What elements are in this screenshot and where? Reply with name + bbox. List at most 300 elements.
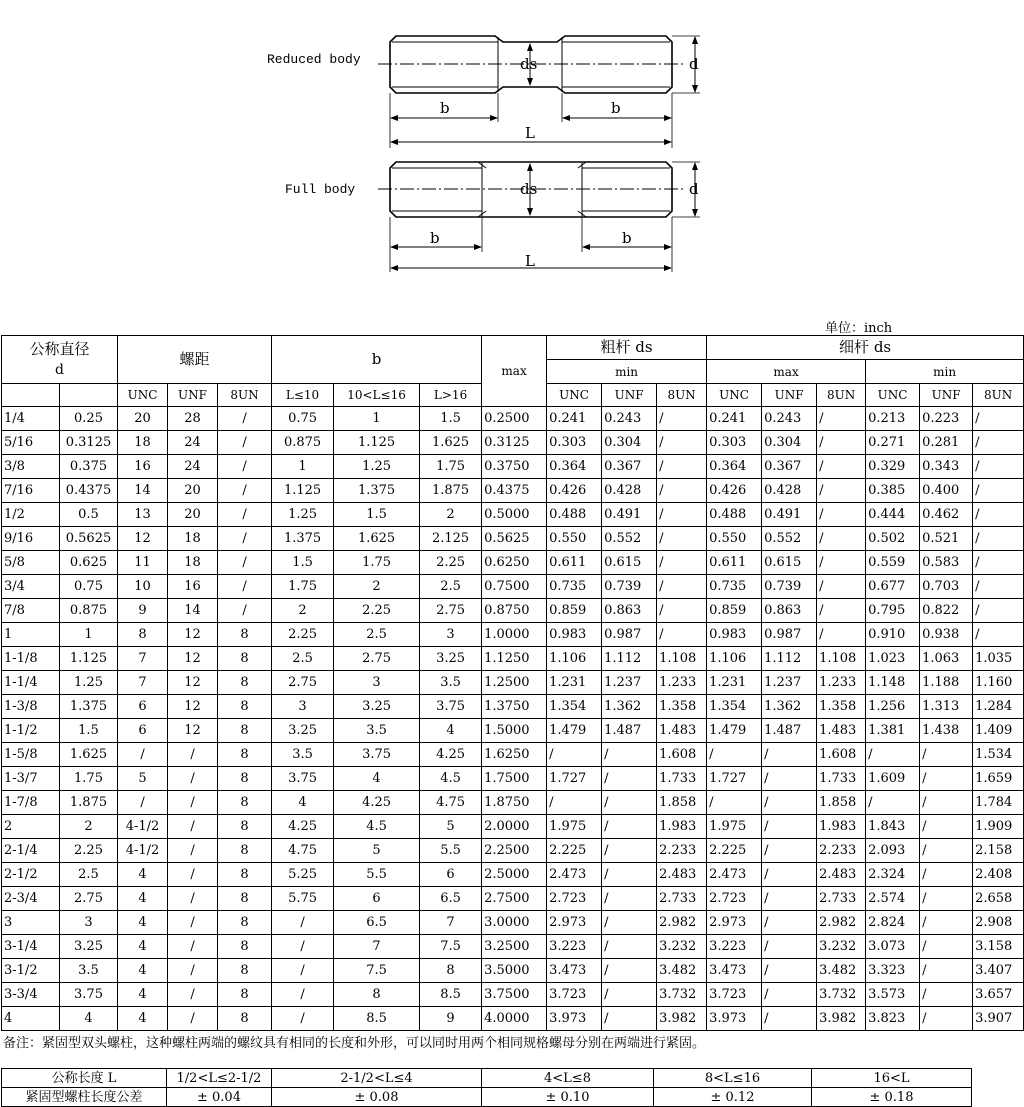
cell-b-long: 4.5 [420, 767, 482, 791]
cell-coarse-min-8un: 1.733 [657, 767, 707, 791]
cell-pitch-8un: 8 [218, 935, 272, 959]
cell-coarse-min-8un: / [657, 431, 707, 455]
cell-pitch-unc: / [118, 743, 168, 767]
b-label-left-reduced: b [440, 99, 450, 117]
cell-coarse-min-unc: / [547, 791, 602, 815]
cell-b-mid: 7 [334, 935, 420, 959]
cell-pitch-8un: / [218, 599, 272, 623]
cell-pitch-unc: 4 [118, 983, 168, 1007]
cell-coarse-min-unf: / [602, 959, 657, 983]
cell-pitch-8un: 8 [218, 839, 272, 863]
cell-b-short: 4.25 [272, 815, 334, 839]
cell-coarse-min-8un: / [657, 599, 707, 623]
cell-fine-min-unf: / [920, 863, 973, 887]
cell-d-fraction: 5/16 [2, 431, 60, 455]
cell-fine-max-unc: 0.426 [707, 479, 762, 503]
cell-d-fraction: 9/16 [2, 527, 60, 551]
cell-coarse-min-unf: 1.112 [602, 647, 657, 671]
cell-fine-min-unc: 0.795 [866, 599, 920, 623]
cell-b-long: 1.875 [420, 479, 482, 503]
cell-d-decimal: 1.125 [60, 647, 118, 671]
cell-coarse-max: 3.0000 [482, 911, 547, 935]
cell-pitch-unf: 20 [168, 503, 218, 527]
cell-b-short: 4.75 [272, 839, 334, 863]
cell-b-mid: 6.5 [334, 911, 420, 935]
cell-b-long: 6.5 [420, 887, 482, 911]
cell-coarse-max: 1.8750 [482, 791, 547, 815]
cell-pitch-8un: / [218, 575, 272, 599]
cell-fine-max-8un: / [817, 551, 866, 575]
cell-fine-min-unc: / [866, 743, 920, 767]
cell-pitch-unc: / [118, 791, 168, 815]
table-row [2, 479, 1024, 503]
cell-fine-max-8un: 1.358 [817, 695, 866, 719]
cell-coarse-min-unf: / [602, 935, 657, 959]
b-label-right-full: b [622, 229, 632, 247]
cell-fine-min-8un: 3.158 [973, 935, 1024, 959]
cell-coarse-min-8un: / [657, 455, 707, 479]
cell-fine-min-8un: / [973, 599, 1024, 623]
cell-coarse-min-8un: / [657, 479, 707, 503]
cell-fine-max-unf: 0.243 [762, 407, 817, 431]
cell-pitch-8un: 8 [218, 815, 272, 839]
cell-d-fraction: 7/16 [2, 479, 60, 503]
cell-d-decimal: 0.75 [60, 575, 118, 599]
cell-b-short: 1.25 [272, 503, 334, 527]
cell-coarse-min-8un: 3.232 [657, 935, 707, 959]
cell-fine-min-unc: 2.324 [866, 863, 920, 887]
L-label-full: L [525, 252, 535, 270]
cell-coarse-min-unf: / [602, 863, 657, 887]
cell-b-long: 5 [420, 815, 482, 839]
header-coarse-min-unc: UNC [547, 384, 602, 407]
cell-coarse-max: 0.4375 [482, 479, 547, 503]
cell-d-decimal: 1.875 [60, 791, 118, 815]
cell-fine-max-8un: / [817, 407, 866, 431]
cell-coarse-max: 1.2500 [482, 671, 547, 695]
cell-b-short: 5.75 [272, 887, 334, 911]
cell-b-short: 3.75 [272, 767, 334, 791]
cell-coarse-min-unc: 3.973 [547, 1007, 602, 1031]
cell-coarse-min-unf: / [602, 983, 657, 1007]
cell-fine-min-unf: 0.521 [920, 527, 973, 551]
cell-fine-min-8un: 3.907 [973, 1007, 1024, 1031]
cell-coarse-min-8un: 2.483 [657, 863, 707, 887]
cell-pitch-unf: 24 [168, 455, 218, 479]
tolerance-cell: ± 0.04 [167, 1088, 272, 1107]
cell-d-decimal: 0.5 [60, 503, 118, 527]
cell-fine-min-8un: / [973, 479, 1024, 503]
cell-b-long: 2.5 [420, 575, 482, 599]
cell-fine-min-unc: 3.573 [866, 983, 920, 1007]
cell-d-decimal: 1.75 [60, 767, 118, 791]
cell-fine-min-unc: 1.843 [866, 815, 920, 839]
cell-b-short: 1 [272, 455, 334, 479]
cell-coarse-min-8un: 2.233 [657, 839, 707, 863]
cell-pitch-unc: 4 [118, 1007, 168, 1031]
cell-coarse-min-unc: 0.426 [547, 479, 602, 503]
cell-d-decimal: 0.875 [60, 599, 118, 623]
cell-fine-min-unc: 0.444 [866, 503, 920, 527]
cell-fine-min-unc: 3.323 [866, 959, 920, 983]
cell-fine-min-unc: 0.271 [866, 431, 920, 455]
cell-fine-min-8un: 2.908 [973, 911, 1024, 935]
cell-pitch-unf: / [168, 839, 218, 863]
cell-pitch-unf: 18 [168, 551, 218, 575]
header-fine-ds: 细杆 ds [707, 336, 1024, 360]
cell-fine-max-8un: 1.108 [817, 647, 866, 671]
cell-coarse-max: 0.8750 [482, 599, 547, 623]
tolerance-row-length [2, 1069, 972, 1088]
cell-pitch-unf: 12 [168, 647, 218, 671]
cell-fine-min-unc: 1.256 [866, 695, 920, 719]
cell-b-long: 3.25 [420, 647, 482, 671]
cell-fine-min-8un: 2.158 [973, 839, 1024, 863]
cell-pitch-unf: 12 [168, 623, 218, 647]
cell-d-decimal: 1.625 [60, 743, 118, 767]
cell-coarse-max: 3.2500 [482, 935, 547, 959]
cell-fine-min-unf: 0.822 [920, 599, 973, 623]
cell-pitch-unc: 16 [118, 455, 168, 479]
cell-fine-max-unf: / [762, 815, 817, 839]
cell-d-decimal: 1 [60, 623, 118, 647]
table-row [2, 503, 1024, 527]
table-row [2, 599, 1024, 623]
cell-fine-min-unc: 2.824 [866, 911, 920, 935]
cell-pitch-unc: 4-1/2 [118, 839, 168, 863]
cell-pitch-8un: 8 [218, 1007, 272, 1031]
cell-fine-max-unf: 0.739 [762, 575, 817, 599]
cell-coarse-min-8un: 1.358 [657, 695, 707, 719]
header-pitch-8un: 8UN [218, 384, 272, 407]
cell-b-long: 3.5 [420, 671, 482, 695]
cell-coarse-min-unc: 3.473 [547, 959, 602, 983]
cell-d-fraction: 1/4 [2, 407, 60, 431]
cell-d-decimal: 2.25 [60, 839, 118, 863]
cell-b-long: 9 [420, 1007, 482, 1031]
cell-b-mid: 1.625 [334, 527, 420, 551]
cell-pitch-8un: 8 [218, 959, 272, 983]
table-row [2, 455, 1024, 479]
cell-coarse-min-unf: 0.367 [602, 455, 657, 479]
footnote: 备注：紧固型双头螺柱，这种螺柱两端的螺纹具有相同的长度和外形，可以同时用两个相同规格螺母分别在两端进行紧固。 [3, 1036, 706, 1051]
cell-fine-min-unf: 0.281 [920, 431, 973, 455]
cell-coarse-min-unf: / [602, 887, 657, 911]
cell-pitch-8un: 8 [218, 863, 272, 887]
cell-d-decimal: 3 [60, 911, 118, 935]
cell-fine-min-unf: / [920, 935, 973, 959]
cell-fine-max-8un: 1.483 [817, 719, 866, 743]
cell-fine-max-unf: / [762, 935, 817, 959]
tolerance-cell: ± 0.08 [272, 1088, 482, 1107]
cell-d-decimal: 1.375 [60, 695, 118, 719]
cell-pitch-unf: 14 [168, 599, 218, 623]
cell-fine-max-unc: / [707, 743, 762, 767]
cell-coarse-min-unc: 0.364 [547, 455, 602, 479]
cell-b-long: 3 [420, 623, 482, 647]
header-coarse-max: max [482, 336, 547, 407]
unit-label: 单位：inch [825, 321, 893, 336]
cell-d-decimal: 3.5 [60, 959, 118, 983]
table-row [2, 959, 1024, 983]
table-row [2, 575, 1024, 599]
cell-pitch-8un: / [218, 551, 272, 575]
ds-label-full: ds [520, 180, 538, 198]
cell-pitch-unf: / [168, 935, 218, 959]
cell-coarse-min-unc: 1.231 [547, 671, 602, 695]
cell-fine-min-unc: 0.385 [866, 479, 920, 503]
cell-pitch-unc: 4 [118, 935, 168, 959]
cell-pitch-8un: 8 [218, 911, 272, 935]
table-row [2, 839, 1024, 863]
cell-fine-min-unf: 0.583 [920, 551, 973, 575]
cell-pitch-8un: / [218, 479, 272, 503]
cell-pitch-unc: 13 [118, 503, 168, 527]
tolerance-cell: 2-1/2<L≤4 [272, 1069, 482, 1088]
cell-fine-min-8un: 2.408 [973, 863, 1024, 887]
cell-pitch-unf: / [168, 815, 218, 839]
cell-b-long: 2 [420, 503, 482, 527]
cell-coarse-min-unc: 0.241 [547, 407, 602, 431]
cell-fine-min-unc: 1.381 [866, 719, 920, 743]
cell-fine-max-8un: / [817, 503, 866, 527]
cell-coarse-min-unc: 3.723 [547, 983, 602, 1007]
cell-coarse-max: 2.5000 [482, 863, 547, 887]
cell-fine-max-unc: 3.473 [707, 959, 762, 983]
cell-fine-min-8un: 1.409 [973, 719, 1024, 743]
cell-pitch-8un: 8 [218, 767, 272, 791]
cell-coarse-min-8un: 1.858 [657, 791, 707, 815]
b-label-left-full: b [430, 229, 440, 247]
cell-fine-max-unf: 1.487 [762, 719, 817, 743]
table-row [2, 887, 1024, 911]
cell-d-decimal: 0.3125 [60, 431, 118, 455]
cell-fine-min-unf: 0.343 [920, 455, 973, 479]
header-coarse-min-8un: 8UN [657, 384, 707, 407]
table-row [2, 983, 1024, 1007]
cell-pitch-unc: 6 [118, 719, 168, 743]
cell-d-fraction: 3-3/4 [2, 983, 60, 1007]
stud-dimension-table [1, 335, 1024, 1031]
cell-coarse-max: 2.2500 [482, 839, 547, 863]
cell-fine-min-unc: / [866, 791, 920, 815]
cell-d-decimal: 3.75 [60, 983, 118, 1007]
cell-pitch-unf: 12 [168, 671, 218, 695]
cell-coarse-max: 0.3750 [482, 455, 547, 479]
cell-fine-max-unf: / [762, 863, 817, 887]
cell-pitch-unf: / [168, 791, 218, 815]
cell-pitch-8un: 8 [218, 695, 272, 719]
cell-fine-min-unc: 2.574 [866, 887, 920, 911]
cell-b-mid: 5 [334, 839, 420, 863]
cell-fine-max-unc: 2.473 [707, 863, 762, 887]
cell-coarse-max: 1.6250 [482, 743, 547, 767]
cell-pitch-8un: 8 [218, 983, 272, 1007]
table-row [2, 863, 1024, 887]
cell-coarse-min-unf: / [602, 815, 657, 839]
cell-fine-max-unc: 2.225 [707, 839, 762, 863]
cell-fine-max-unf: 0.863 [762, 599, 817, 623]
cell-pitch-unc: 4 [118, 863, 168, 887]
cell-fine-max-unf: 0.987 [762, 623, 817, 647]
cell-fine-max-8un: 3.982 [817, 1007, 866, 1031]
cell-coarse-min-unf: 0.615 [602, 551, 657, 575]
header-fine-max: max [707, 360, 866, 384]
cell-d-fraction: 1/2 [2, 503, 60, 527]
cell-fine-max-8un: 2.233 [817, 839, 866, 863]
cell-pitch-unc: 8 [118, 623, 168, 647]
cell-fine-min-8un: / [973, 623, 1024, 647]
cell-fine-min-8un: 1.784 [973, 791, 1024, 815]
tolerance-row-value [2, 1088, 972, 1107]
cell-fine-min-unc: 3.073 [866, 935, 920, 959]
cell-coarse-min-unc: 0.488 [547, 503, 602, 527]
header-b: b [272, 336, 482, 384]
cell-coarse-min-unf: 1.487 [602, 719, 657, 743]
cell-coarse-max: 1.1250 [482, 647, 547, 671]
cell-pitch-unc: 5 [118, 767, 168, 791]
cell-coarse-min-unc: 0.735 [547, 575, 602, 599]
cell-fine-min-unc: 2.093 [866, 839, 920, 863]
cell-d-decimal: 4 [60, 1007, 118, 1031]
cell-b-mid: 3.25 [334, 695, 420, 719]
cell-d-decimal: 1.25 [60, 671, 118, 695]
cell-fine-max-unc: 2.973 [707, 911, 762, 935]
tolerance-cell: ± 0.10 [482, 1088, 654, 1107]
cell-coarse-min-8un: 2.733 [657, 887, 707, 911]
cell-fine-min-unf: 1.063 [920, 647, 973, 671]
cell-b-mid: 4.5 [334, 815, 420, 839]
cell-coarse-max: 1.0000 [482, 623, 547, 647]
cell-fine-max-unc: 3.223 [707, 935, 762, 959]
cell-pitch-8un: / [218, 503, 272, 527]
cell-fine-max-unc: 3.973 [707, 1007, 762, 1031]
cell-b-short: 1.375 [272, 527, 334, 551]
cell-b-long: 1.625 [420, 431, 482, 455]
cell-pitch-8un: 8 [218, 887, 272, 911]
cell-b-short: / [272, 959, 334, 983]
cell-fine-max-unc: 0.241 [707, 407, 762, 431]
cell-b-mid: 2 [334, 575, 420, 599]
cell-b-short: 5.25 [272, 863, 334, 887]
header-nominal-diameter: 公称直径 d [2, 336, 118, 384]
cell-fine-max-unf: 0.552 [762, 527, 817, 551]
cell-pitch-8un: 8 [218, 623, 272, 647]
cell-pitch-unc: 4-1/2 [118, 815, 168, 839]
cell-fine-max-unf: / [762, 959, 817, 983]
cell-coarse-max: 0.7500 [482, 575, 547, 599]
cell-d-fraction: 1 [2, 623, 60, 647]
cell-fine-max-8un: 2.733 [817, 887, 866, 911]
cell-fine-min-unc: 0.559 [866, 551, 920, 575]
cell-b-long: 4 [420, 719, 482, 743]
cell-coarse-min-unf: 0.739 [602, 575, 657, 599]
cell-coarse-min-8un: 2.982 [657, 911, 707, 935]
cell-fine-max-unf: 1.237 [762, 671, 817, 695]
length-tolerance-table [1, 1068, 972, 1107]
header-coarse-min: min [547, 360, 707, 384]
cell-coarse-min-8un: 3.732 [657, 983, 707, 1007]
cell-b-short: 0.75 [272, 407, 334, 431]
header-d-fraction [2, 384, 60, 407]
table-row [2, 671, 1024, 695]
cell-coarse-min-8un: 1.483 [657, 719, 707, 743]
tolerance-cell: 1/2<L≤2-1/2 [167, 1069, 272, 1088]
header-d-decimal [60, 384, 118, 407]
cell-coarse-min-unc: 1.106 [547, 647, 602, 671]
cell-b-short: 2.75 [272, 671, 334, 695]
cell-b-short: 0.875 [272, 431, 334, 455]
cell-b-mid: 8 [334, 983, 420, 1007]
tolerance-cell: 公称长度 L [2, 1069, 167, 1088]
cell-pitch-unc: 4 [118, 959, 168, 983]
cell-pitch-unf: / [168, 911, 218, 935]
cell-b-long: 3.75 [420, 695, 482, 719]
cell-d-fraction: 4 [2, 1007, 60, 1031]
cell-coarse-min-unc: 1.975 [547, 815, 602, 839]
cell-pitch-unc: 7 [118, 647, 168, 671]
cell-fine-max-unc: 3.723 [707, 983, 762, 1007]
header-b-long: L>16 [420, 384, 482, 407]
cell-fine-min-8un: 1.909 [973, 815, 1024, 839]
cell-fine-max-unf: / [762, 743, 817, 767]
cell-pitch-unf: / [168, 767, 218, 791]
cell-coarse-min-8un: / [657, 551, 707, 575]
cell-b-mid: 3 [334, 671, 420, 695]
cell-d-fraction: 3/4 [2, 575, 60, 599]
cell-pitch-8un: / [218, 527, 272, 551]
cell-fine-min-unf: 1.188 [920, 671, 973, 695]
cell-b-short: / [272, 935, 334, 959]
cell-pitch-8un: 8 [218, 743, 272, 767]
cell-fine-max-unf: 0.428 [762, 479, 817, 503]
header-fine-min-8un: 8UN [973, 384, 1024, 407]
table-row [2, 695, 1024, 719]
b-label-right-reduced: b [611, 99, 621, 117]
cell-fine-max-unf: / [762, 839, 817, 863]
cell-pitch-unf: / [168, 863, 218, 887]
table-row [2, 935, 1024, 959]
cell-b-mid: 2.5 [334, 623, 420, 647]
cell-pitch-unf: / [168, 743, 218, 767]
header-pitch-unf: UNF [168, 384, 218, 407]
cell-fine-min-unf: 0.400 [920, 479, 973, 503]
cell-b-long: 4.75 [420, 791, 482, 815]
cell-coarse-min-unf: 1.237 [602, 671, 657, 695]
cell-fine-min-8un: 1.284 [973, 695, 1024, 719]
header-fine-min-unf: UNF [920, 384, 973, 407]
cell-fine-min-8un: / [973, 575, 1024, 599]
cell-fine-min-unf: / [920, 959, 973, 983]
stud-diagram [0, 0, 1024, 300]
cell-coarse-min-unf: 0.304 [602, 431, 657, 455]
cell-b-short: 2 [272, 599, 334, 623]
cell-fine-max-unf: 0.491 [762, 503, 817, 527]
cell-d-fraction: 3 [2, 911, 60, 935]
cell-fine-min-unf: / [920, 887, 973, 911]
cell-b-mid: 5.5 [334, 863, 420, 887]
cell-coarse-min-8un: / [657, 503, 707, 527]
cell-fine-min-unf: 0.703 [920, 575, 973, 599]
cell-d-fraction: 2-3/4 [2, 887, 60, 911]
cell-b-mid: 2.25 [334, 599, 420, 623]
cell-coarse-min-unc: 1.354 [547, 695, 602, 719]
cell-b-long: 2.25 [420, 551, 482, 575]
cell-coarse-min-unc: 0.611 [547, 551, 602, 575]
cell-fine-max-unc: 0.983 [707, 623, 762, 647]
cell-fine-min-unc: 0.677 [866, 575, 920, 599]
cell-fine-max-8un: 3.232 [817, 935, 866, 959]
